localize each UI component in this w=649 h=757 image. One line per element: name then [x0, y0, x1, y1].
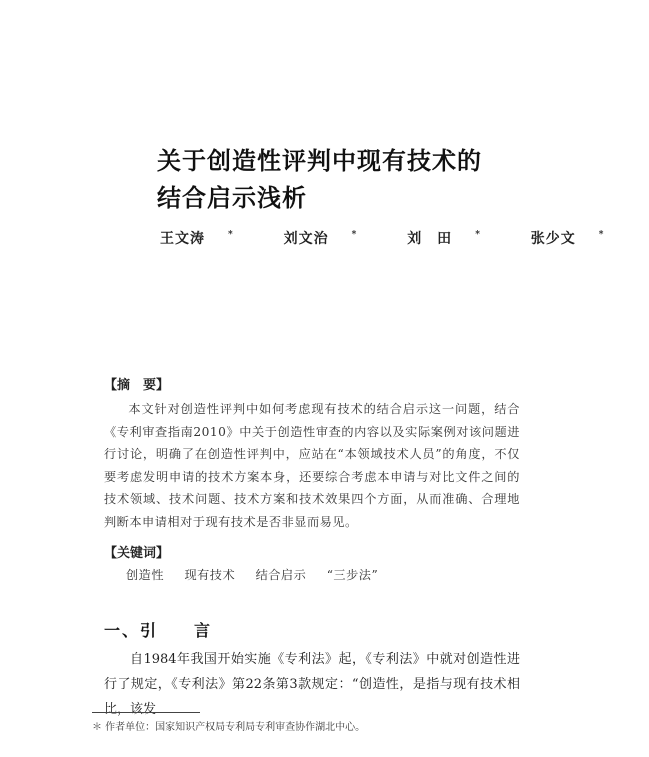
footnote: ＊ 作者单位：国家知识产权局专利局专利审查协作湖北中心。 [92, 722, 366, 733]
body-paragraph: 自1984年我国开始实施《专利法》起，《专利法》中就对创造性进行了规定，《专利法》第22条第3款规定：“创造性，是指与现有技术相比，该发 [104, 652, 520, 717]
keyword: 结合启示 [255, 568, 307, 582]
author-mark: * [598, 230, 605, 241]
author-name: 刘文治 [283, 231, 329, 247]
author-name: 王文涛 [160, 231, 205, 247]
keyword: 创造性 [126, 568, 165, 582]
author-name: 刘 田 [407, 231, 453, 247]
author [531, 231, 627, 247]
keyword: “三步法” [326, 568, 379, 582]
keywords-heading: 【关键词】 [104, 546, 170, 561]
author-mark: * [228, 230, 234, 241]
author-mark: * [351, 230, 358, 241]
abstract-body [104, 398, 520, 534]
title-line-1: 关于创造性评判中现有技术的 [157, 147, 482, 175]
author-name: 张少文 [530, 231, 576, 247]
section-heading-introduction: 一、引 言 [104, 621, 213, 640]
author-list [160, 228, 605, 248]
keywords-list [126, 566, 394, 583]
title-line-2: 结合启示浅析 [157, 184, 307, 212]
author [284, 231, 380, 247]
abstract-text: 本文针对创造性评判中如何考虑现有技术的结合启示这一问题，结合《专利审查指南2010》中关于创造性审查的内容以及实际案例对该问题进行讨论，明确了在创造性评判中，应站在“本领域技术人员”的角度，不仅要考虑发明申请的技术方案本身，还要综合考虑本申请与对比文件之间的技术领域、技术问题、技术方案和技术效果四个方面，从而准确、合理地判断本申请相对于现有技术是否非显而易见。 [104, 402, 520, 529]
keyword: 现有技术 [184, 568, 236, 582]
footnote-divider [92, 712, 200, 713]
abstract-heading: 【摘 要】 [104, 378, 170, 393]
author [160, 231, 256, 247]
author [407, 231, 503, 247]
section-body [104, 647, 520, 722]
author-mark: * [475, 230, 481, 241]
paper-title [157, 143, 577, 217]
